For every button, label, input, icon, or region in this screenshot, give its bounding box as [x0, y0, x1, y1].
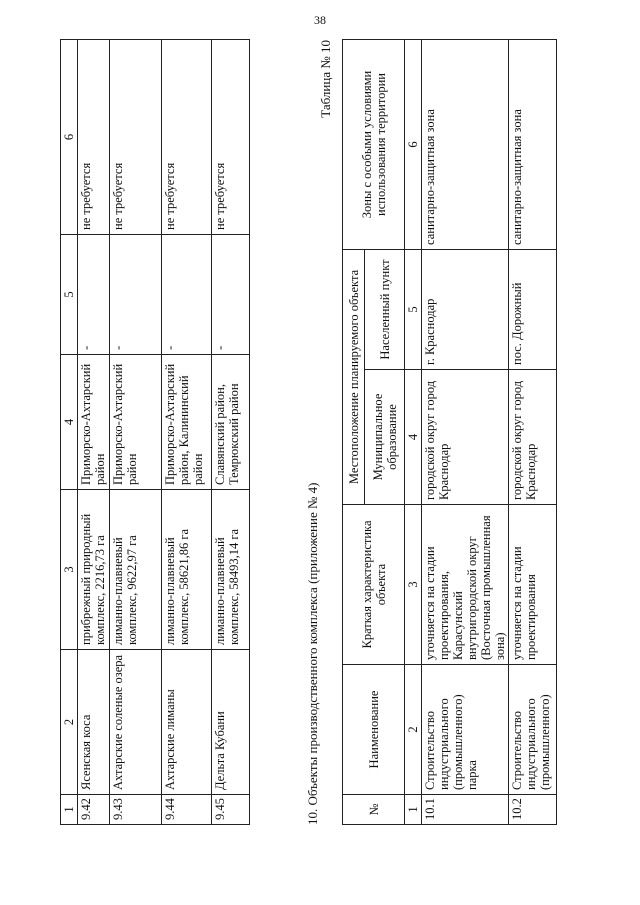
cell: 2: [405, 665, 422, 795]
cell: 5: [61, 235, 78, 355]
table-row: [422, 39, 509, 824]
cell: 10.1: [422, 795, 509, 825]
section-heading: 10. Объекты производственного комплекса (приложение № 4): [305, 482, 320, 825]
cell: Строительство индустриального (промышленного): [509, 665, 557, 795]
cell: уточняется на стадии проектирования: [509, 505, 557, 665]
table-row: [162, 40, 212, 825]
cell: 3: [405, 505, 422, 665]
table-main-index-row: [405, 39, 422, 824]
cell: городской округ город Краснодар: [422, 370, 509, 505]
cell: 9.44: [162, 795, 212, 825]
cell: г. Краснодар: [422, 249, 509, 369]
cell: 10.2: [509, 795, 557, 825]
cell: не требуется: [110, 40, 162, 235]
cell: уточняется на стадии проектирования, Карасунский внутригородской округ (Восточная промышленная зона): [422, 505, 509, 665]
header-cell: Зоны с особыми условиями использования территории: [343, 39, 405, 249]
cell: 9.42: [78, 795, 110, 825]
cell: 9.43: [110, 795, 162, 825]
header-cell: Краткая характеристика объекта: [343, 505, 405, 665]
cell: не требуется: [162, 40, 212, 235]
table-top-index-row: [61, 40, 78, 825]
cell: пос. Дорожный: [509, 249, 557, 369]
header-cell: Местоположение планируемого объекта: [343, 249, 365, 504]
cell: 4: [61, 355, 78, 490]
cell: лиманно-плавневый комплекс, 58493,14 га: [212, 490, 250, 650]
cell: 5: [405, 249, 422, 369]
header-cell: №: [343, 795, 405, 825]
cell: не требуется: [212, 40, 250, 235]
table-main: [342, 39, 557, 825]
cell: -: [162, 235, 212, 355]
cell: городской округ город Краснодар: [509, 370, 557, 505]
cell: 1: [405, 795, 422, 825]
cell: 6: [405, 39, 422, 249]
table-row: [509, 39, 557, 824]
cell: Ясенская коса: [78, 650, 110, 795]
cell: Приморско-Ахтарский район: [110, 355, 162, 490]
cell: 6: [61, 40, 78, 235]
table-top: [60, 39, 250, 825]
rotated-content: [60, 40, 585, 825]
cell: -: [110, 235, 162, 355]
cell: Строительство индустриального (промышленного) парка: [422, 665, 509, 795]
cell: прибрежный природный комплекс, 2216,73 га: [78, 490, 110, 650]
page-number: 38: [314, 13, 326, 27]
cell: 3: [61, 490, 78, 650]
cell: -: [78, 235, 110, 355]
cell: Приморско-Ахтарский район, Калининский район: [162, 355, 212, 490]
cell: Ахтарские соленые озера: [110, 650, 162, 795]
header-cell: Населенный пункт: [365, 249, 405, 369]
cell: Ахтарские лиманы: [162, 650, 212, 795]
cell: лиманно-плавневый комплекс, 58621,86 га: [162, 490, 212, 650]
cell: Приморско-Ахтарский район: [78, 355, 110, 490]
table-main-header-row: [343, 39, 365, 824]
cell: -: [212, 235, 250, 355]
cell: 1: [61, 795, 78, 825]
cell: 2: [61, 650, 78, 795]
header-cell: Наименование: [343, 665, 405, 795]
cell: Славянский район, Темрюкский район: [212, 355, 250, 490]
header-cell: Муниципальное образование: [365, 370, 405, 505]
cell: 4: [405, 370, 422, 505]
cell: лиманно-плавневый комплекс, 9622,97 га: [110, 490, 162, 650]
cell: Дельта Кубани: [212, 650, 250, 795]
cell: санитарно-защитная зона: [509, 39, 557, 249]
table-row: [212, 40, 250, 825]
table-row: [78, 40, 110, 825]
table-caption: Таблица № 10: [318, 40, 333, 118]
cell: 9.45: [212, 795, 250, 825]
table-row: [110, 40, 162, 825]
cell: не требуется: [78, 40, 110, 235]
cell: санитарно-защитная зона: [422, 39, 509, 249]
